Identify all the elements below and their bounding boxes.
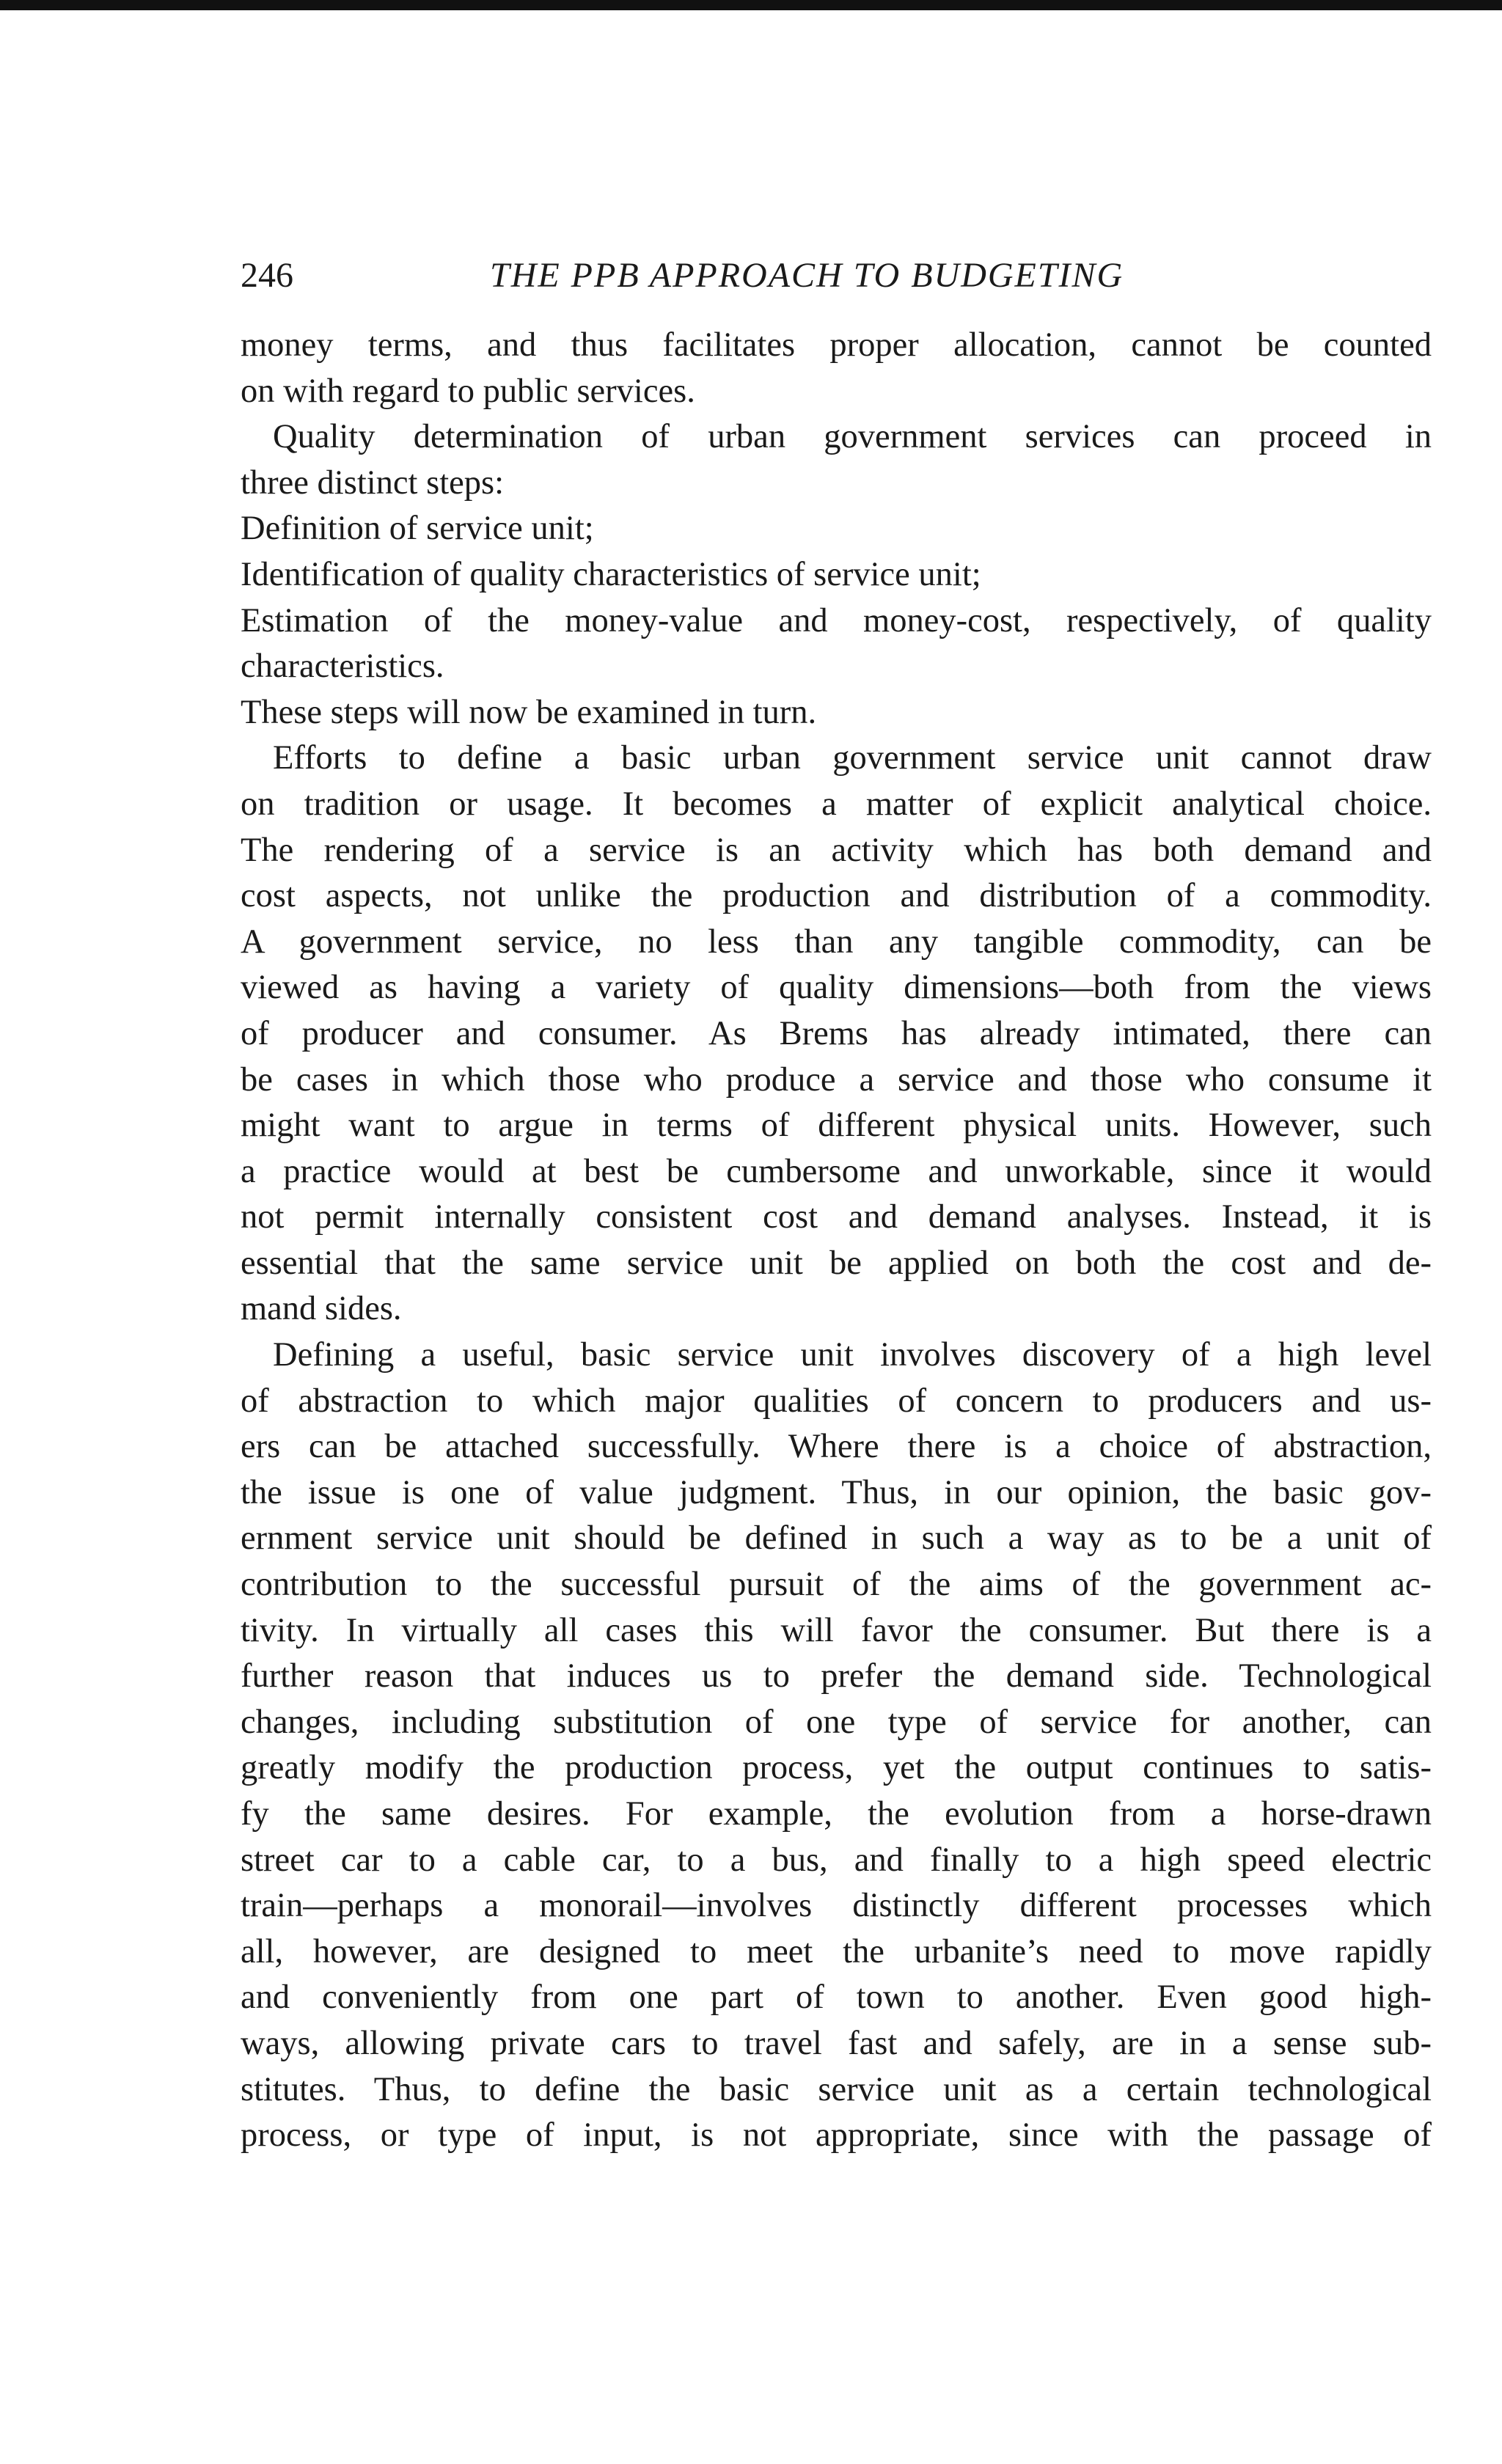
text-line: train—perhaps a monorail—involves distinctly different processes which: [241, 1887, 1432, 1925]
text-line: Defining a useful, basic service unit involves discovery of a high level: [273, 1336, 1432, 1374]
text-line: changes, including substitution of one type of service for another, can: [241, 1703, 1432, 1741]
book-page: [241, 249, 1432, 2159]
page-number: 246: [241, 256, 293, 295]
text-line: on tradition or usage. It becomes a matter of explicit analytical choice.: [241, 785, 1432, 823]
text-line: essential that the same service unit be applied on both the cost and de-: [241, 1244, 1432, 1282]
running-head: [241, 249, 1432, 302]
text-line: street car to a cable car, to a bus, and finally to a high speed electric: [241, 1841, 1432, 1879]
text-line: Estimation of the money-value and money-cost, respectively, of quality: [241, 601, 1432, 639]
text-line: The rendering of a service is an activity which has both demand and: [241, 831, 1432, 869]
running-title: THE PPB APPROACH TO BUDGETING: [490, 256, 1124, 295]
text-line: Efforts to define a basic urban government service unit cannot draw: [273, 739, 1432, 777]
text-line: all, however, are designed to meet the urbanite’s need to move rapidly: [241, 1932, 1432, 1970]
text-line: on with regard to public services.: [241, 372, 695, 410]
text-line: tivity. In virtually all cases this will favor the consumer. But there is a: [241, 1611, 1432, 1649]
top-edge-rule: [0, 0, 1502, 10]
text-line: viewed as having a variety of quality dimensions—both from the views: [241, 969, 1432, 1007]
text-line: greatly modify the production process, yet the output continues to satis-: [241, 1749, 1432, 1787]
text-line: be cases in which those who produce a service and those who consume it: [241, 1060, 1432, 1099]
text-line: might want to argue in terms of different physical units. However, such: [241, 1107, 1432, 1145]
text-line: money terms, and thus facilitates proper allocation, cannot be counted: [241, 326, 1432, 364]
text-line: Definition of service unit;: [241, 510, 594, 548]
text-line: characteristics.: [241, 648, 444, 686]
text-line: ers can be attached successfully. Where there is a choice of abstraction,: [241, 1428, 1432, 1466]
text-line: ways, allowing private cars to travel fast and safely, are in a sense sub-: [241, 2024, 1432, 2062]
text-line: Quality determination of urban government services can proceed in: [273, 418, 1432, 456]
text-line: of abstraction to which major qualities of concern to producers and us-: [241, 1382, 1432, 1420]
text-line: and conveniently from one part of town to another. Even good high-: [241, 1979, 1432, 2017]
text-line: fy the same desires. For example, the evolution from a horse-drawn: [241, 1795, 1432, 1833]
body-text: [241, 323, 1432, 2159]
text-line: further reason that induces us to prefer the demand side. Technological: [241, 1657, 1432, 1695]
text-line: cost aspects, not unlike the production and distribution of a commodity.: [241, 877, 1432, 915]
text-line: a practice would at best be cumbersome and unworkable, since it would: [241, 1152, 1432, 1190]
text-line: not permit internally consistent cost and demand analyses. Instead, it is: [241, 1198, 1432, 1236]
text-line: These steps will now be examined in turn.: [241, 693, 817, 731]
text-line: mand sides.: [241, 1290, 402, 1328]
text-line: ernment service unit should be defined in such a way as to be a unit of: [241, 1519, 1432, 1558]
text-line: process, or type of input, is not appropriate, since with the passage of: [241, 2116, 1432, 2155]
text-line: Identification of quality characteristics of service unit;: [241, 555, 981, 593]
text-line: of producer and consumer. As Brems has already intimated, there can: [241, 1014, 1432, 1052]
text-line: contribution to the successful pursuit of the aims of the government ac-: [241, 1566, 1432, 1604]
text-line: three distinct steps:: [241, 463, 505, 502]
text-line: A government service, no less than any tangible commodity, can be: [241, 923, 1432, 961]
text-line: stitutes. Thus, to define the basic service unit as a certain technological: [241, 2070, 1432, 2108]
text-line: the issue is one of value judgment. Thus, in our opinion, the basic gov-: [241, 1473, 1432, 1511]
